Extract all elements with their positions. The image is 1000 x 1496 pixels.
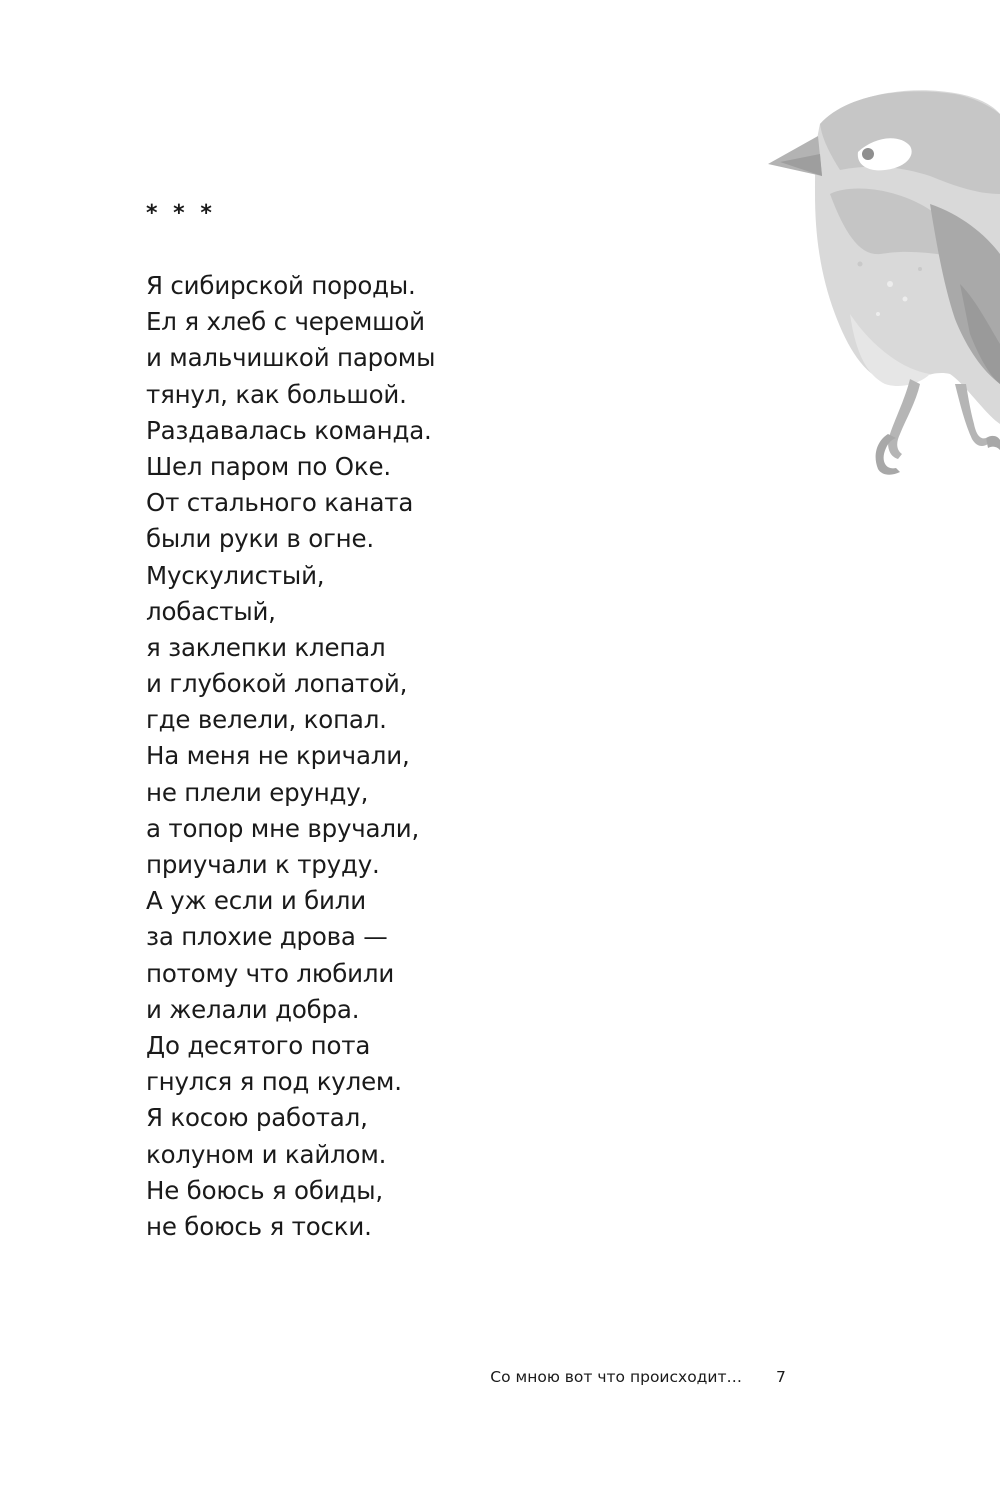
poem-line: тянул, как большой.	[146, 379, 407, 409]
bird-leg-left	[888, 379, 920, 459]
poem-line: где велели, копал.	[146, 705, 387, 735]
poem-line: лобастый,	[146, 596, 276, 626]
bird-illustration-icon	[760, 84, 1000, 484]
poem-line: колуном и кайлом.	[146, 1139, 387, 1169]
poem-line: гнулся я под кулем.	[146, 1067, 402, 1097]
poem-line: На меня не кричали,	[146, 741, 410, 771]
poem-line: Мускулистый,	[146, 560, 325, 590]
poem-line: До десятого пота	[146, 1030, 371, 1060]
poem-line: а топор мне вручали,	[146, 813, 420, 843]
poem-line: От стального каната	[146, 488, 414, 518]
poem-line: Ел я хлеб с черемшой	[146, 307, 425, 337]
section-marker: * * *	[146, 201, 216, 226]
poem-line: не плели ерунду,	[146, 777, 369, 807]
poem-line: Шел паром по Оке.	[146, 451, 391, 481]
page-number: 7	[776, 1368, 786, 1386]
poem-line: были руки в огне.	[146, 524, 374, 554]
poem-line: Я косою работал,	[146, 1103, 368, 1133]
bird-eye	[862, 148, 874, 160]
poem-line: А уж если и били	[146, 886, 366, 916]
running-footer-title: Со мною вот что происходит…	[490, 1368, 742, 1386]
poem-line: приучали к труду.	[146, 850, 380, 879]
poem-line: Я сибирской породы.	[146, 271, 416, 300]
poem-line: потому что любили	[146, 958, 395, 988]
poem-line: и желали добра.	[146, 994, 360, 1024]
poem-line: за плохие дрова —	[146, 922, 388, 952]
poem-line: я заклепки клепал	[146, 632, 386, 662]
poem	[146, 268, 435, 1245]
poem-line: не боюсь я тоски.	[146, 1211, 372, 1241]
poem-line: Раздавалась команда.	[146, 415, 432, 445]
poem-line: Не боюсь я обиды,	[146, 1175, 383, 1205]
poem-line: и глубокой лопатой,	[146, 669, 408, 699]
poem-line: и мальчишкой паромы	[146, 343, 436, 373]
